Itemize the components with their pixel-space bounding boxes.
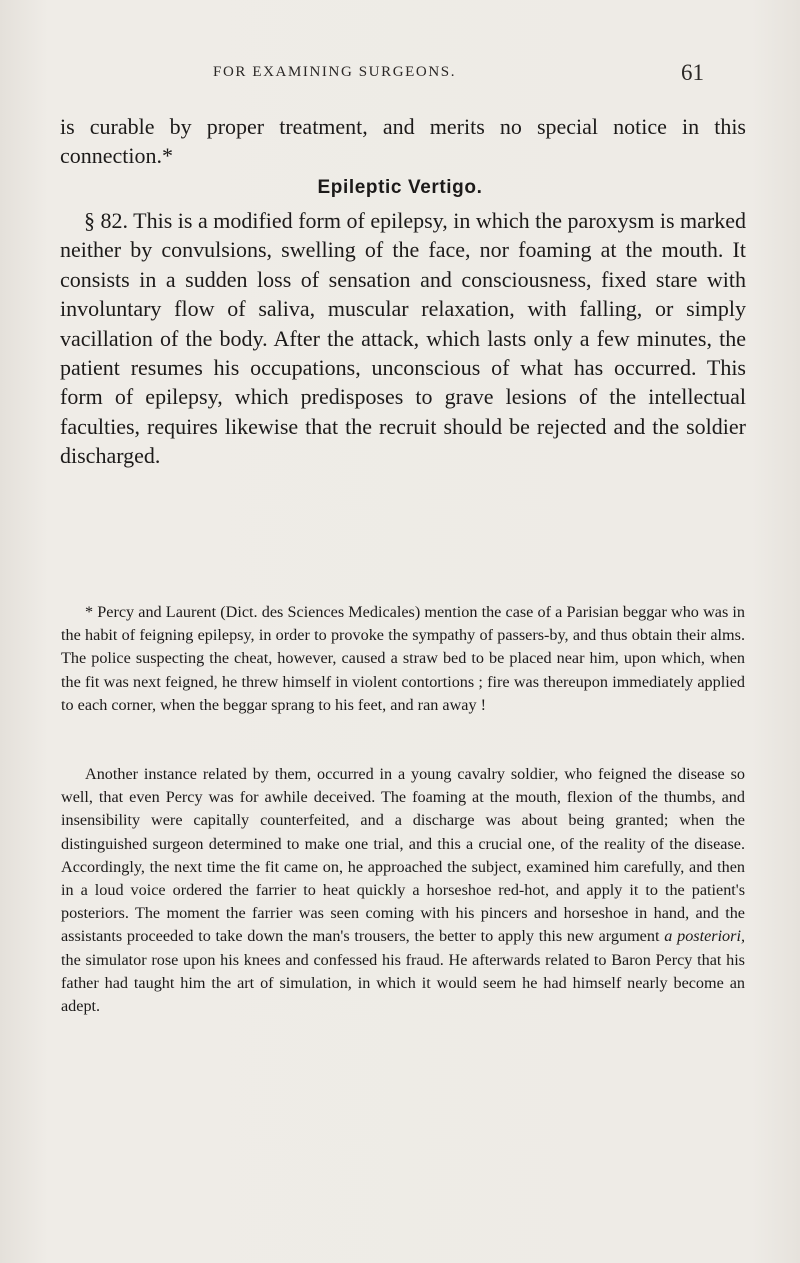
footnote-first (61, 601, 745, 717)
page-number: 61 (681, 60, 704, 85)
footnote-paragraph-2 (61, 763, 745, 1018)
footnote-text-after-italic: the simulator rose upon his knees and confessed his fraud. He afterwards related to Baron Percy that his father had taught him the art of simulation, in which it would seem he had himself nearly become an adept. (61, 950, 745, 1016)
footnote-paragraph: * Percy and Laurent (Dict. des Sciences Medicales) mention the case of a Parisian beggar who was in the habit of feigning epilepsy, in order to provoke the sympathy of passers-by, and thus obtain their alms. The police suspecting the cheat, however, caused a straw bed to be placed near him, upon which, when the fit was next feigned, he threw himself in violent contortions ; fire was thereupon immediately applied to each corner, when the beggar sprang to his feet, and ran away ! (61, 603, 745, 714)
footnote-italic-phrase: a posteriori, (664, 927, 745, 946)
continuation-paragraph: is curable by proper treatment, and merits no special notice in this connection.* (60, 114, 746, 169)
section-heading: Epileptic Vertigo. (317, 177, 483, 198)
running-title: FOR EXAMINING SURGEONS. (213, 64, 457, 80)
running-head (0, 60, 800, 90)
footnote-text-before-italic: Another instance related by them, occurred in a young cavalry soldier, who feigned the disease so well, that even Percy was for awhile deceived. The foaming at the mouth, flexion of the thumbs, and insensibility were capitally counterfeited, and a discharge was about being granted; when the distinguished surgeon determined to make one trial, and this a crucial one, of the reality of the disease. Accordingly, the next time the fit came on, he approached the subject, examined him carefully, and then in a loud voice ordered the farrier to heat quickly a horseshoe red-hot, and apply it to the patient's posteriors. The moment the farrier was seen coming with his pincers and horseshoe in hand, and the assistants proceeded to take down the man's trousers, the better to apply this new argument (61, 765, 745, 946)
section-paragraph: § 82. This is a modified form of epilepsy, in which the paroxysm is marked neither by convulsions, swelling of the face, nor foaming at the mouth. It consists in a sudden loss of sensation and consciousness, fixed stare with involuntary flow of saliva, muscular relaxation, with falling, or simply vacillation of the body. After the attack, which lasts only a few minutes, the patient resumes his occupations, unconscious of what has occurred. This form of epilepsy, which predisposes to grave lesions of the intellectual faculties, requires likewise that the recruit should be rejected and the soldier discharged. (60, 208, 746, 469)
footnote-second (61, 763, 745, 1018)
section-body (60, 206, 746, 471)
